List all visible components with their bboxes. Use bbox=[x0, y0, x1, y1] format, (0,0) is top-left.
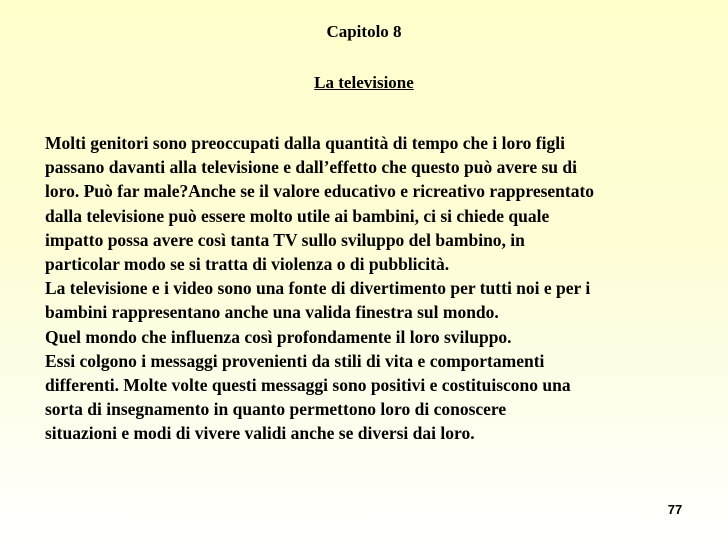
text-line: bambini rappresentano anche una valida finestra sul mondo. bbox=[45, 302, 499, 323]
text-line: dalla televisione può essere molto utile ai bambini, ci si chiede quale bbox=[45, 205, 550, 226]
text-line: differenti. Molte volte questi messaggi sono positivi e costituiscono una bbox=[45, 375, 571, 396]
page-title bbox=[0, 71, 728, 95]
title-label: La televisione bbox=[314, 73, 414, 92]
text-line: passano davanti alla televisione e dall’effetto che questo può avere su di bbox=[45, 157, 577, 178]
text-line: loro. Può far male?Anche se il valore educativo e ricreativo rappresentato bbox=[45, 181, 595, 202]
text-line: particolar modo se si tratta di violenza o di pubblicità. bbox=[45, 254, 450, 275]
text-line: Essi colgono i messaggi provenienti da stili di vita e comportamenti bbox=[45, 350, 545, 371]
text-line: situazioni e modi di vivere validi anche se diversi dai loro. bbox=[45, 423, 475, 444]
body-paragraph bbox=[45, 131, 705, 446]
text-line: Molti genitori sono preoccupati dalla quantità di tempo che i loro figli bbox=[45, 133, 565, 153]
chapter-heading bbox=[0, 20, 728, 44]
text-line: impatto possa avere così tanta TV sullo sviluppo del bambino, in bbox=[45, 229, 525, 250]
text-line: La televisione e i video sono una fonte di divertimento per tutti noi e per i bbox=[45, 278, 591, 299]
page-number: 77 bbox=[667, 502, 683, 517]
chapter-label: Capitolo 8 bbox=[326, 22, 402, 41]
text-line: sorta di insegnamento in quanto permettono loro di conoscere bbox=[45, 399, 507, 420]
text-line: Quel mondo che influenza così profondamente il loro sviluppo. bbox=[45, 326, 512, 347]
